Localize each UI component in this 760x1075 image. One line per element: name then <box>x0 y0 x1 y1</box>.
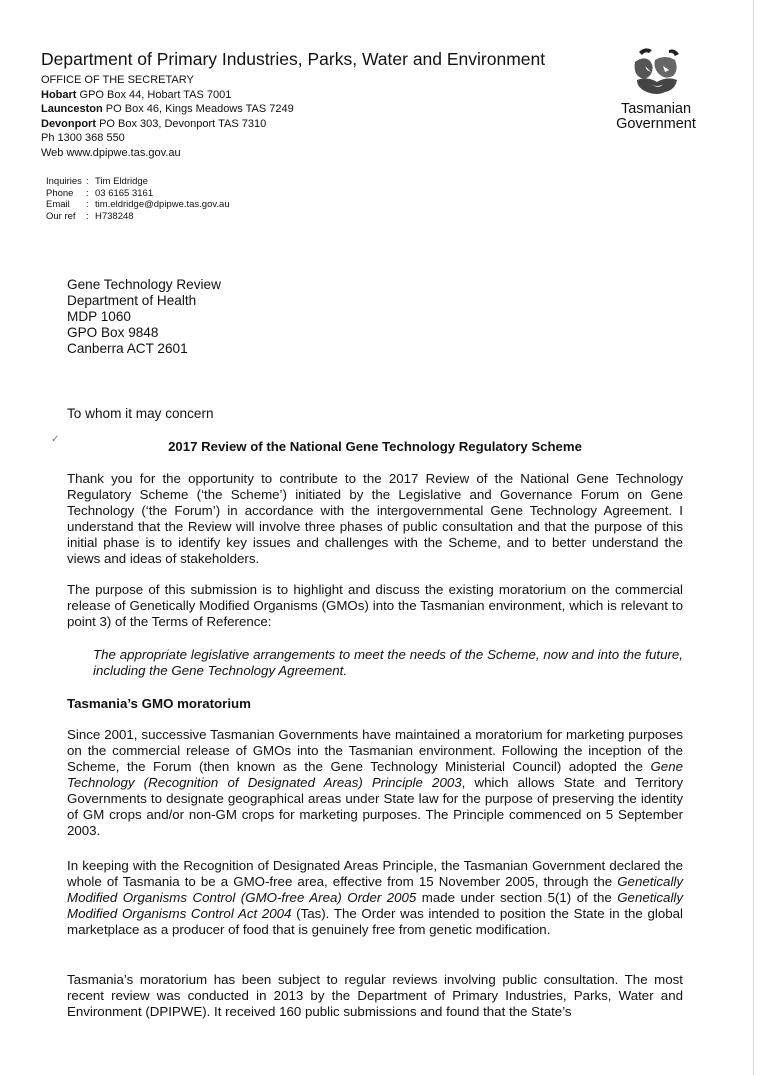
devonport-address: PO Box 303, Devonport TAS 7310 <box>99 117 267 130</box>
pen-mark-icon: ✓ <box>51 434 60 445</box>
phone-row: Phone : 03 6165 3161 <box>46 187 154 199</box>
launceston-line <box>41 102 294 117</box>
recipient-line: GPO Box 9848 <box>67 325 159 340</box>
email-row: Email : tim.eldridge@dpipwe.tas.gov.au <box>46 199 230 211</box>
phone-value: 03 6165 3161 <box>95 187 154 199</box>
logo-text-tasmanian: Tasmanian <box>620 101 692 117</box>
phone-key: Phone <box>46 187 74 199</box>
hobart-address: GPO Box 44, Hobart TAS 7001 <box>79 88 232 101</box>
principle-title: Gene Technology (Recognition of Designated Areas) Principle 2003 <box>67 759 683 790</box>
launceston-address: PO Box 46, Kings Meadows TAS 7249 <box>105 103 294 116</box>
paragraph-4-text-mid: made under section 5(1) of the <box>416 890 618 905</box>
our-ref-row: Our ref : H738248 <box>46 210 134 222</box>
recipient-line: MDP 1060 <box>67 309 131 324</box>
office-line: OFFICE OF THE SECRETARY <box>41 74 194 86</box>
email-key: Email <box>46 199 70 211</box>
salutation: To whom it may concern <box>67 406 214 421</box>
recipient-address <box>67 277 221 357</box>
subject-line: 2017 Review of the National Gene Technology Regulatory Scheme <box>168 439 582 454</box>
section-heading: Tasmania’s GMO moratorium <box>67 696 251 711</box>
launceston-label: Launceston <box>41 103 103 116</box>
order-title: Genetically Modified Organisms Control (GMO-free Area) Order 2005 <box>67 874 683 905</box>
inquiries-block <box>46 176 230 222</box>
paragraph-4-text: In keeping with the Recognition of Designated Areas Principle, the Tasmanian Government declared the whole of Tasmania to be a GMO-free area, effective from 15 November 2005, through the <box>67 858 683 889</box>
paragraph-5: Tasmania’s moratorium has been subject to regular reviews involving public consultation. The most recent review was conducted in 2013 by the Department of Primary Industries, Parks, Water and Environment (DPIPWE). It received 160 public submissions and found that the State’s <box>67 972 683 1019</box>
paragraph-4-text-end: (Tas). The Order was intended to position the State in the global marketplace as a producer of food that is genuinely free from genetic modification. <box>67 906 683 937</box>
devonport-line <box>41 117 294 132</box>
paragraph-3-text: Since 2001, successive Tasmanian Governments have maintained a moratorium for marketing purposes on the commercial release of GMOs into the Tasmanian environment. Following the inception of the Scheme, the Forum (then known as the Gene Technology Ministerial Council) adopted the <box>67 727 683 774</box>
our-ref-value: H738248 <box>95 210 134 222</box>
terms-of-reference-quote: The appropriate legislative arrangements to meet the needs of the Scheme, now and into the future, including the Gene Technology Agreement. <box>93 647 683 678</box>
hobart-label: Hobart <box>41 88 77 101</box>
inquiries-row: Inquiries : Tim Eldridge <box>46 176 148 187</box>
web-line: Web www.dpipwe.tas.gov.au <box>41 146 181 159</box>
paragraph-1: Thank you for the opportunity to contribute to the 2017 Review of the National Gene Technology Regulatory Scheme (‘the Scheme’) initiated by the Legislative and Governance Forum on Gene Technology (‘the Forum’) in accordance with the intergovernmental Gene Technology Agreement. I understand that the Review will involve three phases of public consultation and that the purpose of this initial phase is to identify key issues and challenges with the Scheme, and to better understand the views and ideas of stakeholders. <box>67 471 683 566</box>
department-name: Department of Primary Industries, Parks, Water and Environment <box>41 49 546 69</box>
hobart-line <box>41 88 294 103</box>
paragraph-3 <box>67 727 683 839</box>
devonport-label: Devonport <box>41 117 96 130</box>
tasmanian-government-logo <box>604 44 708 132</box>
paragraph-3-text-end: , which allows State and Territory Governments to designate geographical areas under State law for the purpose of preserving the identity of GM crops and/or non-GM crops for marketing purposes. The Principle commenced on 5 September 2003. <box>67 775 684 838</box>
recipient-line: Department of Health <box>67 293 197 308</box>
recipient-line: Gene Technology Review <box>67 277 221 292</box>
our-ref-key: Our ref <box>46 210 76 222</box>
email-value: tim.eldridge@dpipwe.tas.gov.au <box>95 199 230 211</box>
inquiries-key: Inquiries <box>46 176 82 187</box>
paragraph-4 <box>67 858 683 938</box>
letterhead-details <box>41 73 294 161</box>
phone-line: Ph 1300 368 550 <box>41 132 125 145</box>
scan-edge-line <box>753 0 754 1075</box>
logo-text-government: Government <box>616 116 696 132</box>
act-title: Genetically Modified Organisms Control Act 2004 <box>67 890 683 921</box>
inquiries-value: Tim Eldridge <box>95 176 148 187</box>
recipient-line: Canberra ACT 2601 <box>67 341 188 356</box>
paragraph-2: The purpose of this submission is to highlight and discuss the existing moratorium on the commercial release of Genetically Modified Organisms (GMOs) into the Tasmanian environment, which is relevant to point 3) of the Terms of Reference: <box>67 582 683 629</box>
tasmanian-devil-emblem-icon <box>625 44 687 102</box>
